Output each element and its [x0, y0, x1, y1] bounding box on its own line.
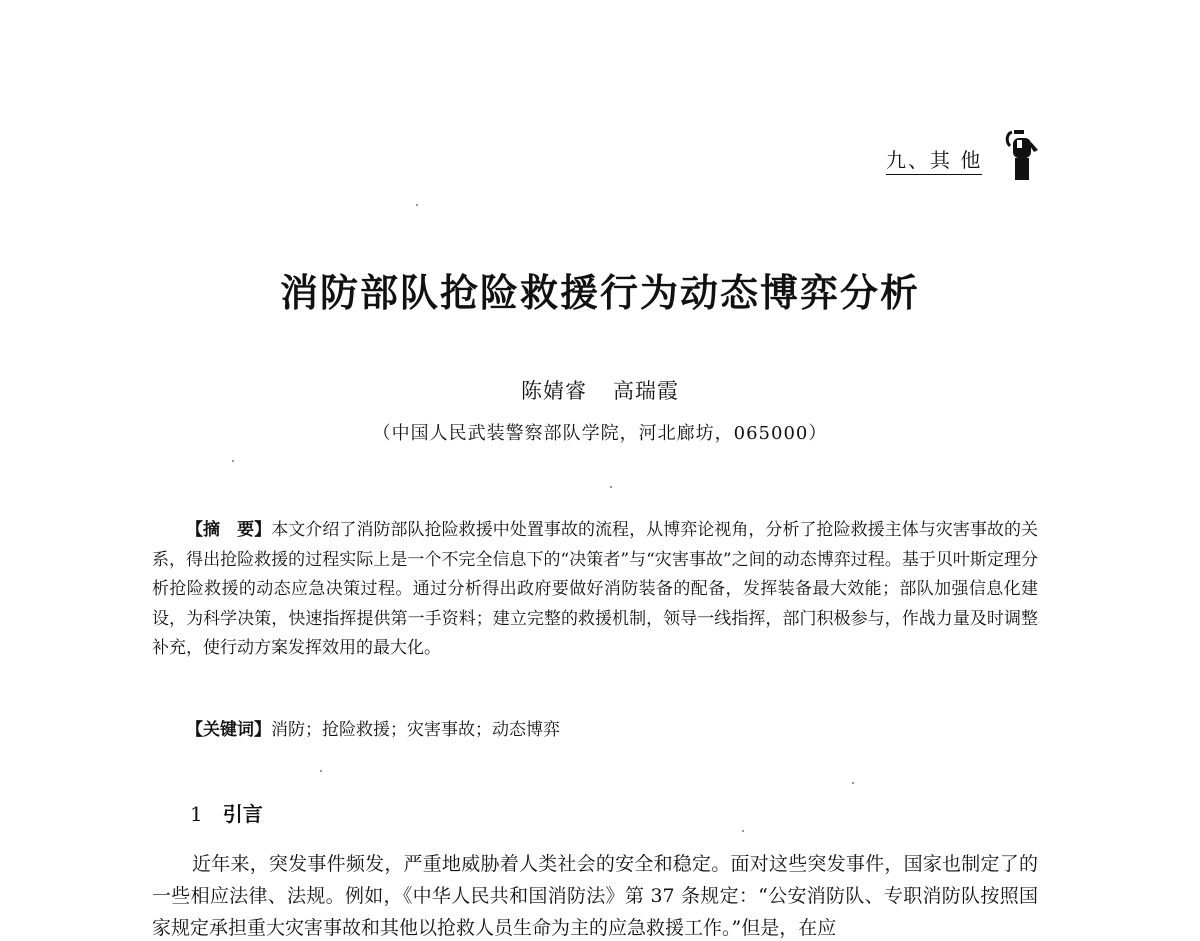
article-title: 消防部队抢险救援行为动态博弈分析 — [279, 270, 920, 315]
body-paragraph: 近年来，突发事件频发，严重地威胁着人类社会的安全和稳定。面对这些突发事件，国家也制定了的一些相应法律、法规。例如，《中华人民共和国消防法》第 37 条规定：“公安消防队、专职消防队按照国家规定承担重大灾害事故和其他以抢救人员生命为主的应急救援工作。”但是，在应 — [152, 853, 1038, 939]
author-list — [0, 376, 1200, 406]
author-affiliation: （中国人民武装警察部队学院，河北廊坊，065000） — [372, 423, 828, 444]
keywords-label: 【关键词】 — [186, 720, 271, 740]
section-title: 引言 — [222, 802, 263, 826]
section-heading — [190, 800, 263, 828]
scan-speck — [610, 486, 612, 488]
body-text — [152, 848, 1038, 941]
fire-extinguisher-icon — [1004, 126, 1042, 182]
author-name: 陈婧睿 — [521, 379, 587, 403]
scan-speck — [232, 460, 234, 462]
author-name: 高瑞霞 — [613, 379, 679, 403]
section-number: 1 — [190, 802, 203, 826]
scan-speck — [416, 204, 418, 206]
abstract-text: 本文介绍了消防部队抢险救援中处置事故的流程，从博弈论视角，分析了抢险救援主体与灾害事故的关系，得出抢险救援的过程实际上是一个不完全信息下的“决策者”与“灾害事故”之间的动态博弈过程。基于贝叶斯定理分析抢险救援的动态应急决策过程。通过分析得出政府要做好消防装备的配备，发挥装备最大效能；部队加强信息化建设，为科学决策，快速指挥提供第一手资料；建立完整的救援机制，领导一线指挥，部门积极参与，作战力量及时调整补充，使行动方案发挥效用的最大化。 — [152, 520, 1039, 658]
scan-speck — [320, 770, 322, 772]
scan-speck — [742, 830, 744, 832]
abstract-label: 【摘 要】 — [186, 520, 272, 540]
section-label: 九、其 他 — [886, 148, 982, 175]
keywords — [186, 716, 1036, 746]
scan-speck — [852, 782, 854, 784]
keywords-text: 消防；抢险救援；灾害事故；动态博弈 — [271, 720, 560, 740]
abstract — [152, 516, 1038, 664]
